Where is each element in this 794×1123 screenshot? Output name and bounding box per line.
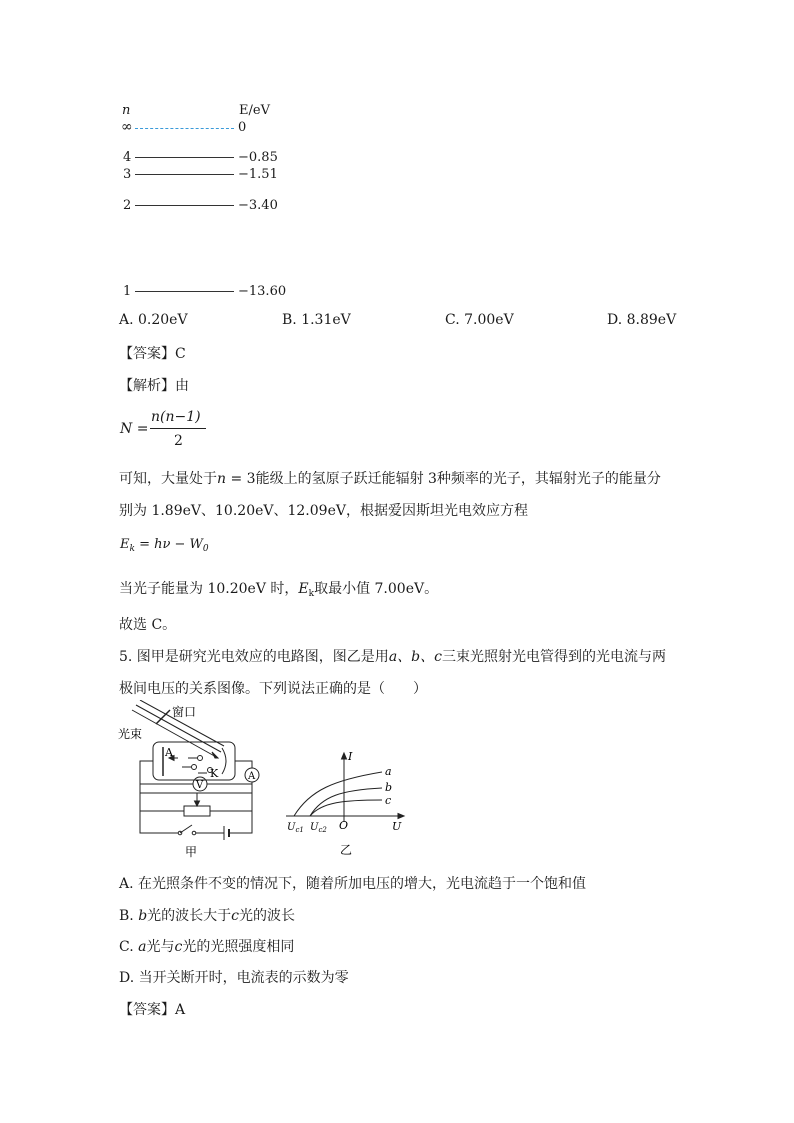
- curve-a-label: a: [385, 765, 392, 778]
- formula-numerator: n(n−1): [151, 409, 201, 425]
- level-label-2: 2: [123, 198, 132, 213]
- q4-analysis-heading: 【解析】由: [119, 378, 189, 394]
- level-label-3: 3: [123, 167, 132, 182]
- curve-c: [310, 800, 382, 816]
- q4-option-a: A. 0.20eV: [119, 312, 188, 328]
- level-energy-1: −13.60: [238, 284, 287, 299]
- energy-axis-header: E/eV: [239, 103, 270, 118]
- level-energy-infinity: 0: [238, 120, 247, 135]
- beam-label: 光束: [118, 727, 143, 741]
- fraction-bar: [150, 428, 206, 429]
- q4-text-line1: 可知，大量处于n = 3能级上的氢原子跃迁能辐射 3种频率的光子，其辐射光子的能量分: [119, 471, 661, 487]
- formula-photoelectric: $E_k = h\nu - W_0$: [120, 537, 209, 554]
- electrode-k-label: K: [210, 767, 219, 780]
- q5-option-d: D. 当开关断开时，电流表的示数为零: [119, 970, 349, 986]
- level-line-2: [135, 205, 234, 206]
- electrons: [169, 756, 213, 774]
- q4-option-b: B. 1.31eV: [282, 312, 351, 328]
- level-energy-3: −1.51: [238, 167, 278, 182]
- q5-stem-line2: 极间电压的关系图像。下列说法正确的是（ ）: [119, 681, 427, 697]
- n-axis-header: n: [122, 103, 131, 118]
- q4-option-c: C. 7.00eV: [445, 312, 514, 328]
- rheostat: [184, 806, 210, 816]
- q4-answer: 【答案】C: [119, 346, 186, 362]
- level-label-1: 1: [123, 284, 132, 299]
- curve-b: [310, 788, 382, 816]
- uc1-label: $U_{c1}$: [287, 822, 304, 834]
- wire-right-top: [235, 761, 252, 768]
- q4-option-d: D. 8.89eV: [607, 312, 677, 328]
- q5-option-b: B. b光的波长大于c光的波长: [119, 908, 296, 924]
- level-energy-2: −3.40: [238, 198, 278, 213]
- level-line-1: [135, 291, 234, 292]
- q4-text-line3: 当光子能量为 10.20eV 时，$E_k$取最小值 7.00eV。: [119, 581, 439, 599]
- level-line-infinity: [135, 128, 234, 129]
- q5-stem-line1: 5. 图甲是研究光电效应的电路图，图乙是用a、b、c三束光照射光电管得到的光电流与两: [119, 649, 666, 665]
- switch-blade: [180, 825, 192, 833]
- curve-c-label: c: [385, 794, 392, 807]
- level-line-3: [135, 174, 234, 175]
- q5-option-a: A. 在光照条件不变的情况下，随着所加电压的增大，光电流趋于一个饱和值: [119, 876, 587, 892]
- window-label: 窗口: [172, 705, 197, 719]
- figure-yi-caption: 乙: [340, 843, 353, 857]
- q4-text-line2: 别为 1.89eV、10.20eV、12.09eV，根据爱因斯坦光电效应方程: [119, 503, 528, 519]
- level-label-4: 4: [123, 150, 132, 165]
- level-energy-4: −0.85: [238, 150, 278, 165]
- x-axis-label: U: [392, 820, 402, 833]
- y-axis-label: I: [348, 750, 353, 763]
- level-line-4: [135, 157, 234, 158]
- formula-denominator: 2: [174, 433, 183, 449]
- q5-answer: 【答案】A: [119, 1002, 186, 1018]
- level-label-infinity: ∞: [121, 119, 133, 135]
- q5-option-c: C. a光与c光的光照强度相同: [119, 939, 295, 955]
- q4-conclusion: 故选 C。: [119, 617, 177, 633]
- uc2-label: $U_{c2}$: [310, 822, 327, 834]
- figure-jia-caption: 甲: [185, 845, 198, 859]
- circuit-diagram: [118, 700, 278, 860]
- curve-b-label: b: [385, 781, 393, 794]
- ammeter-label: A: [248, 771, 256, 782]
- origin-label: O: [339, 819, 349, 832]
- iu-graph: [282, 750, 410, 860]
- cathode-plate: [222, 748, 226, 774]
- voltmeter-label: V: [196, 780, 204, 791]
- electrode-a-label: A: [165, 746, 173, 759]
- formula-n-lhs: N =: [120, 421, 149, 437]
- wire-left: [140, 761, 178, 833]
- wire-right-bottom: [236, 793, 252, 833]
